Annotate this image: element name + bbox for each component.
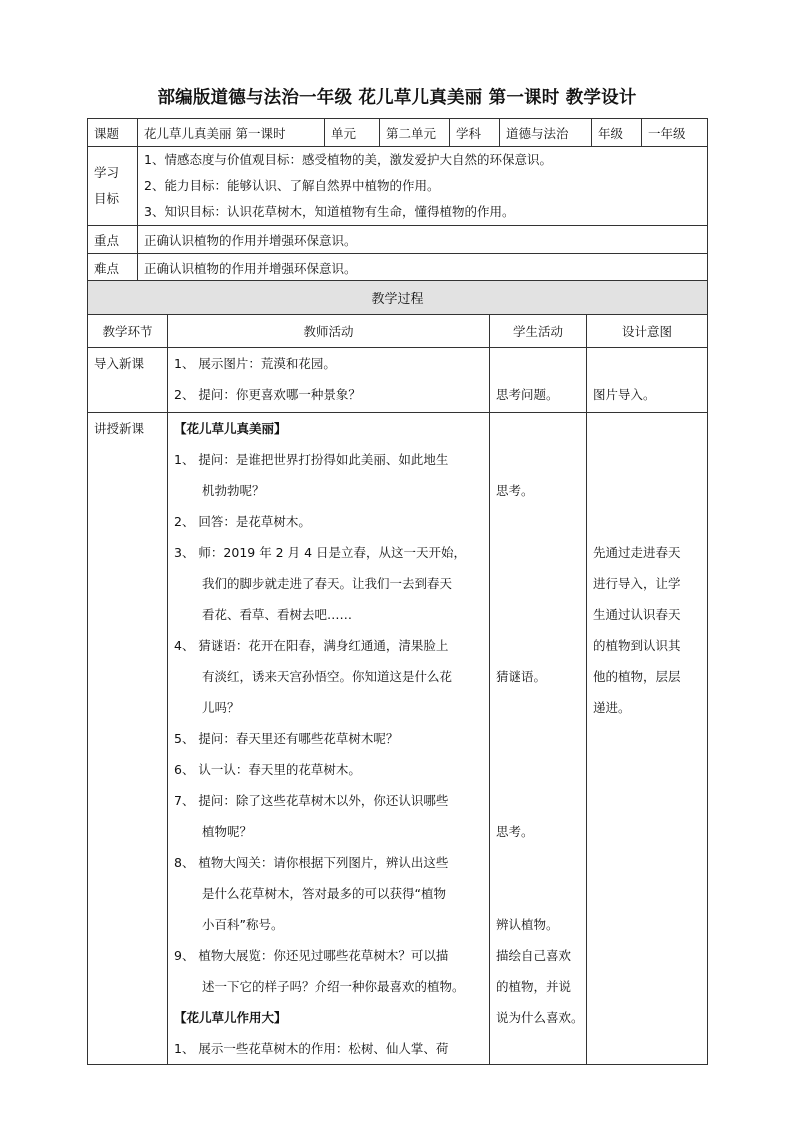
intro-stage-text: 导入新课 [94,356,145,371]
teacher-line: 7、 提问：除了这些花草树木以外，你还认识哪些 [174,793,449,808]
document-title: 部编版道德与法治一年级 花儿草儿真美丽 第一课时 教学设计 [157,88,637,108]
intro-student [490,348,587,413]
teacher-line: 小百科”称号。 [202,917,284,932]
intro-teacher [168,348,490,413]
subject-value: 道德与法治 [500,119,592,147]
key-point-label: 重点 [88,226,138,254]
subject-label: 学科 [450,119,500,147]
intent-line: 递进。 [593,700,631,715]
teacher-line: 1、 展示一些花草树木的作用：松树、仙人掌、荷 [174,1041,449,1056]
teacher-line: 植物呢？ [202,824,253,839]
intent-line: 生通过认识春天 [593,607,681,622]
intro-row [88,348,708,413]
intro-student-text: 思考问题。 [496,387,559,402]
teacher-line: 我们的脚步就走进了春天。让我们一去到春天 [202,576,453,591]
teacher-line: 看花、看草、看树去吧…… [202,607,353,622]
difficulty-row [88,254,708,282]
goals-row [88,147,708,226]
lecture-student [490,413,587,1065]
student-line: 猜谜语。 [496,669,547,684]
intro-intent-text: 图片导入。 [593,387,656,402]
goals-label [88,147,138,226]
intro-teacher-item: 1、 展示图片：荒漠和花园。 [174,356,336,371]
teacher-line: 是什么花草树木，答对最多的可以获得“植物 [202,886,446,901]
key-point-row [88,226,708,254]
lecture-stage [88,413,168,1065]
teacher-line: 述一下它的样子吗？介绍一种你最喜欢的植物。 [202,979,465,994]
goals-content [138,147,708,226]
lesson-label: 课题 [88,119,138,147]
header-stage: 教学环节 [88,315,168,348]
intro-intent [587,348,708,413]
teacher-line: 8、 植物大闯关：请你根据下列图片，辨认出这些 [174,855,449,870]
goal-item: 1、情感态度与价值观目标：感受植物的美，激发爱护大自然的环保意识。 [144,152,552,167]
section-heading: 【花儿草儿作用大】 [174,1010,287,1025]
section-heading: 【花儿草儿真美丽】 [174,421,287,436]
goal-item: 3、知识目标：认识花草树木，知道植物有生命，懂得植物的作用。 [144,204,515,219]
header-intent: 设计意图 [587,315,708,348]
process-header-row [88,315,708,348]
teacher-line: 1、 提问：是谁把世界打扮得如此美丽、如此地生 [174,452,449,467]
goal-item: 2、能力目标：能够认识、了解自然界中植物的作用。 [144,178,440,193]
grade-label: 年级 [592,119,642,147]
teacher-line: 9、 植物大展览：你还见过哪些花草树木？可以描 [174,948,449,963]
teacher-line: 机勃勃呢？ [202,483,265,498]
intro-stage [88,348,168,413]
difficulty-label: 难点 [88,254,138,282]
lesson-row [88,119,708,147]
unit-label: 单元 [325,119,380,147]
student-line: 思考。 [496,483,534,498]
lecture-row [88,413,708,1065]
student-line: 说为什么喜欢。 [496,1010,584,1025]
unit-value: 第二单元 [380,119,450,147]
intent-line: 他的植物，层层 [593,669,681,684]
lesson-value: 花儿草儿真美丽 第一课时 [138,119,325,147]
student-line: 辨认植物。 [496,917,559,932]
intent-line: 进行导入，让学 [593,576,681,591]
key-point-value: 正确认识植物的作用并增强环保意识。 [138,226,708,254]
intent-line: 的植物到认识其 [593,638,681,653]
goals-label-line: 目标 [94,191,120,206]
goals-label-line: 学习 [94,165,120,180]
lecture-stage-text: 讲授新课 [94,421,145,436]
teacher-line: 有淡红，诱来天宫孙悟空。你知道这是什么花 [202,669,453,684]
teacher-line: 儿吗？ [202,700,240,715]
difficulty-value: 正确认识植物的作用并增强环保意识。 [138,254,708,282]
student-line: 思考。 [496,824,534,839]
lesson-info-table [87,118,708,282]
lecture-intent [587,413,708,1065]
teacher-line: 5、 提问：春天里还有哪些花草树木呢？ [174,731,399,746]
intent-line: 先通过走进春天 [593,545,681,560]
student-line: 描绘自己喜欢 [496,948,572,963]
grade-value: 一年级 [642,119,708,147]
teaching-process-table [87,280,708,1065]
header-teacher: 教师活动 [168,315,490,348]
teacher-line: 3、 师：2019 年 2 月 4 日是立春，从这一天开始， [174,545,467,560]
intro-teacher-item: 2、 提问：你更喜欢哪一种景象？ [174,387,361,402]
process-title-row [88,281,708,315]
teacher-line: 4、 猜谜语：花开在阳春，满身红通通，清果脸上 [174,638,449,653]
student-line: 的植物，并说 [496,979,572,994]
teacher-line: 6、 认一认：春天里的花草树木。 [174,762,361,777]
teacher-line: 2、 回答：是花草树木。 [174,514,311,529]
header-student: 学生活动 [490,315,587,348]
process-title: 教学过程 [88,281,708,315]
lecture-teacher [168,413,490,1065]
